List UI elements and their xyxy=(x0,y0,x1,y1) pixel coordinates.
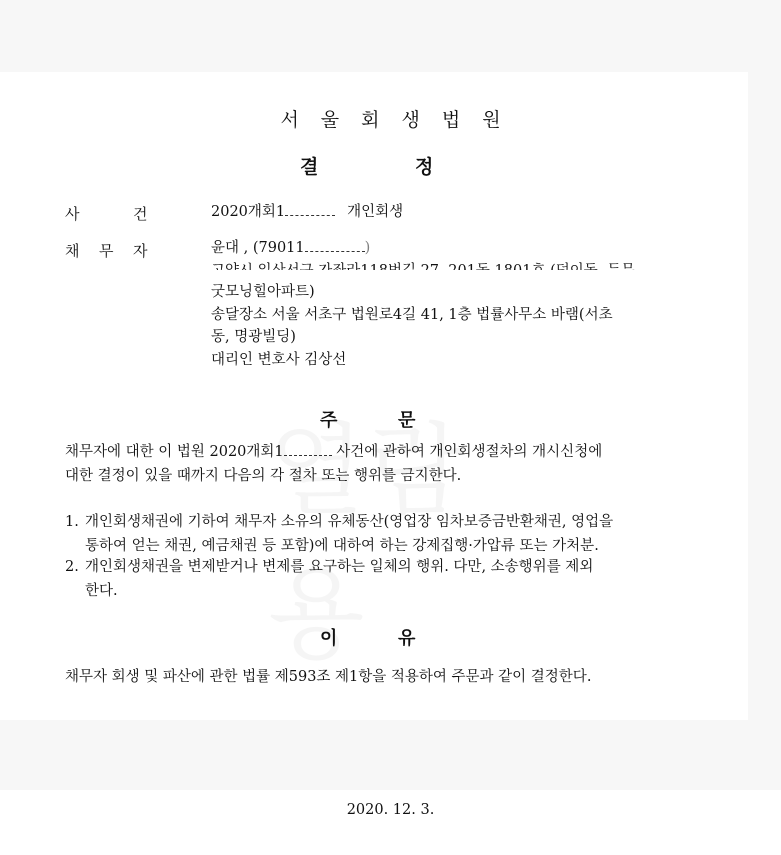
case-label-char-1: 사 xyxy=(65,205,80,223)
service-address-line-1: 송달장소 서울 서초구 법원로4길 41, 1층 법률사무소 바램(서초 xyxy=(211,307,613,323)
reason-heading-char-1: 이 xyxy=(320,628,338,649)
debtor-label-char-1: 채 xyxy=(65,242,80,260)
reason-heading-char-2: 유 xyxy=(398,628,416,649)
case-number: 2020개회1 개인회생 xyxy=(211,204,404,220)
document-footer-area xyxy=(0,790,781,855)
redaction-mark xyxy=(285,205,335,216)
title-char-left: 결 xyxy=(300,156,319,178)
order-heading-char-1: 주 xyxy=(320,410,338,431)
order-intro-line-2: 대한 결정이 있을 때까지 다음의 각 절차 또는 행위를 금지한다. xyxy=(65,468,462,484)
attorney: 대리인 변호사 김상선 xyxy=(211,352,347,368)
title-char-right: 정 xyxy=(415,156,434,178)
debtor-address-line-1 xyxy=(211,259,681,281)
redaction-mark xyxy=(305,241,365,252)
debtor-label-char-3: 자 xyxy=(133,242,148,260)
order-intro-line-1: 채무자에 대한 이 법원 2020개회1 사건에 관하여 개인회생절차의 개시신청에 xyxy=(65,444,603,460)
debtor-label-char-2: 무 xyxy=(99,242,114,260)
reason-text: 채무자 회생 및 파산에 관한 법률 제593조 제1항을 적용하여 주문과 같이 결정한다. xyxy=(65,669,592,685)
decision-date: 2020. 12. 3. xyxy=(346,802,435,818)
court-name: 서울회생법원 xyxy=(280,109,523,131)
order-intro xyxy=(65,440,677,488)
order-heading-char-2: 문 xyxy=(398,410,416,431)
case-label-char-2: 건 xyxy=(133,205,148,223)
document-page: 서울회생법원 결 정 사 건 2020개회1 개인회생 채 무 자 윤대 , (79011 ) 굿모닝힐아파트) 송달장소 서울 서초구 법원로4길 41, 1층 법률사무소 바램(서초 동, 명광빌딩) 대리인 변호사 김상선 주 문 채무자에 대한 이 법원 2020개회1 사건에 관하여 개인회생절차의 개시신청에 대한 결정이 있을 때까지 다음의 각 절차 또는 행위를 금지한다. 1. 개인회생채권에 기하여 채무자 소유의 유체동산(영업장 임차보증금반환채권, 영업을 통하여 얻는 채권, 예금채권 등 포함)에 대하여 하는 강제집행·가압류 또는 가처분. 2. 개인회생채권을 변제받거나 변제를 요구하는 일체의 행위. 다만, 소송행위를 제외 한다. 이 유 채무자 회생 및 파산에 관한 법률 제593조 제1항을 적용하여 주문과 같이 결정한다. 2020. 12. 3. xyxy=(0,0,781,855)
redaction-mark xyxy=(284,445,332,456)
service-address-line-2: 동, 명광빌딩) xyxy=(211,329,296,345)
debtor-name: 윤대 , (79011 ) xyxy=(211,240,371,256)
debtor-address-line-2: 굿모닝힐아파트) xyxy=(211,284,315,300)
